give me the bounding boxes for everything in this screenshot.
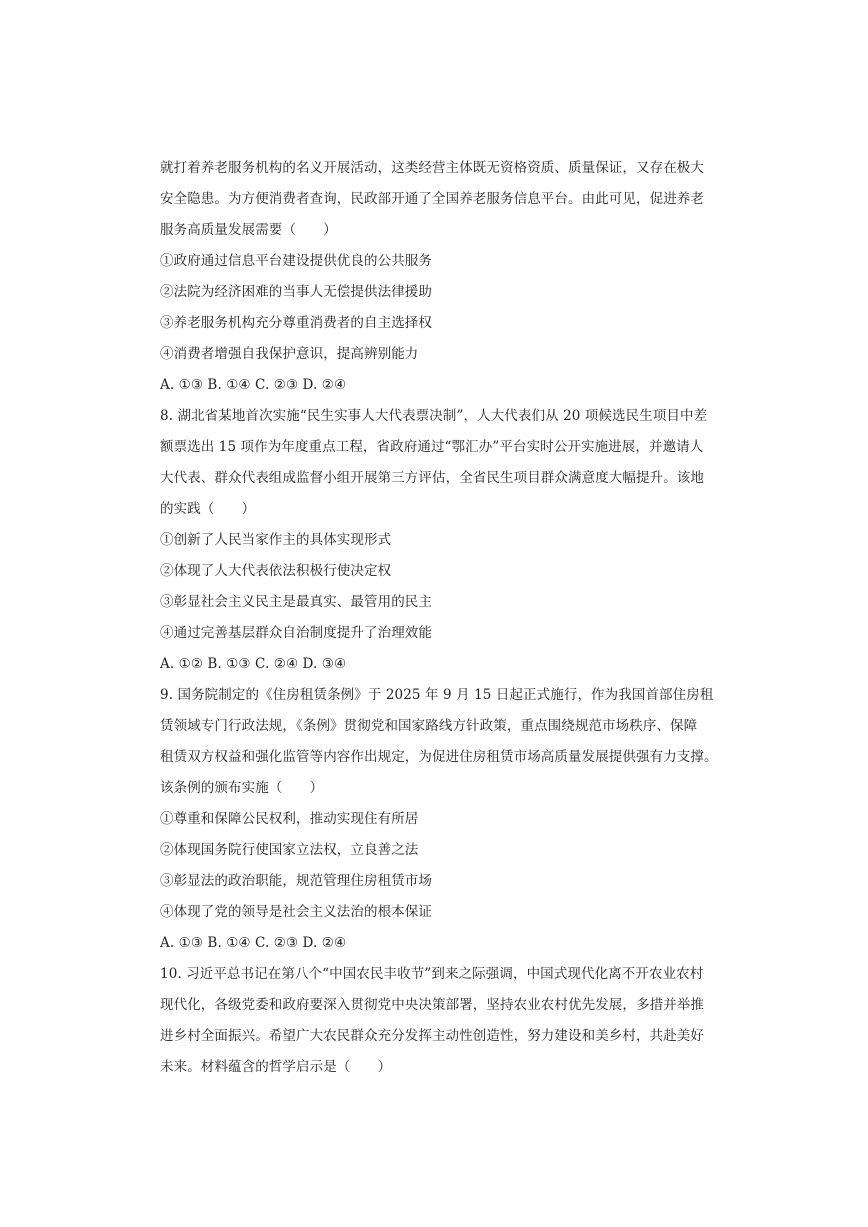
q7-stem-line: 服务高质量发展需要（ ） xyxy=(160,222,337,238)
q7-option-2: ②法院为经济困难的当事人无偿提供法律援助 xyxy=(160,284,432,300)
q8-stem-line: 的实践（ ） xyxy=(160,501,256,517)
q9-stem-line: 9. 国务院制定的《住房租赁条例》于 2025 年 9 月 15 日起正式施行，作为我国首部住房租 xyxy=(160,687,714,703)
question-10 xyxy=(160,959,720,1083)
q10-stem-line: 进乡村全面振兴。希望广大农民群众充分发挥主动性创造性，努力建设和美乡村，共赴美好 xyxy=(160,1028,704,1044)
q8-stem-line: 额票选出 15 项作为年度重点工程，省政府通过“鄂汇办”平台实时公开实施进展，并邀请人 xyxy=(160,439,704,455)
q9-stem-line: 租赁双方权益和强化监管等内容作出规定，为促进住房租赁市场高质量发展提供强有力支撑。 xyxy=(160,749,718,765)
question-9 xyxy=(160,680,720,959)
q9-stem-line: 赁领域专门行政法规，《条例》贯彻党和国家路线方针政策，重点围绕规范市场秩序、保障 xyxy=(160,718,698,734)
q8-option-1: ①创新了人民当家作主的具体实现形式 xyxy=(160,532,392,548)
q8-option-4: ④通过完善基层群众自治制度提升了治理效能 xyxy=(160,625,432,641)
q9-answer-choices: A. ①③ B. ①④ C. ②③ D. ②④ xyxy=(160,935,347,951)
q10-stem-line: 现代化，各级党委和政府要深入贯彻党中央决策部署，坚持农业农村优先发展，多措并举推 xyxy=(160,997,704,1013)
q10-stem-line: 10. 习近平总书记在第八个“中国农民丰收节”到来之际强调，中国式现代化离不开农业农村 xyxy=(160,966,704,982)
q10-stem-line: 未来。材料蕴含的哲学启示是（ ） xyxy=(160,1059,392,1075)
q9-stem-line: 该条例的颁布实施（ ） xyxy=(160,780,324,796)
q8-option-2: ②体现了人大代表依法积极行使决定权 xyxy=(160,563,392,579)
q7-option-3: ③养老服务机构充分尊重消费者的自主选择权 xyxy=(160,315,432,331)
q8-stem-line: 大代表、群众代表组成监督小组开展第三方评估，全省民生项目群众满意度大幅提升。该地 xyxy=(160,470,704,486)
q9-option-4: ④体现了党的领导是社会主义法治的根本保证 xyxy=(160,904,432,920)
q7-stem-line: 就打着养老服务机构的名义开展活动，这类经营主体既无资格资质、质量保证，又存在极大 xyxy=(160,160,704,176)
q8-answer-choices: A. ①② B. ①③ C. ②④ D. ③④ xyxy=(160,656,347,672)
q7-answer-choices: A. ①③ B. ①④ C. ②③ D. ②④ xyxy=(160,377,347,393)
question-8 xyxy=(160,401,720,680)
q9-option-3: ③彰显法的政治职能，规范管理住房租赁市场 xyxy=(160,873,432,889)
q9-option-1: ①尊重和保障公民权利，推动实现住有所居 xyxy=(160,811,419,827)
page-content xyxy=(160,153,720,1083)
q7-stem-line: 安全隐患。为方便消费者查询，民政部开通了全国养老服务信息平台。由此可见，促进养老 xyxy=(160,191,704,207)
q8-option-3: ③彰显社会主义民主是最真实、最管用的民主 xyxy=(160,594,432,610)
q8-stem-line: 8. 湖北省某地首次实施“民生实事人大代表票决制”，人大代表们从 20 项候选民生项目中差 xyxy=(160,408,708,424)
question-7 xyxy=(160,153,720,401)
q7-option-4: ④消费者增强自我保护意识，提高辨别能力 xyxy=(160,346,419,362)
q7-option-1: ①政府通过信息平台建设提供优良的公共服务 xyxy=(160,253,432,269)
q9-option-2: ②体现国务院行使国家立法权，立良善之法 xyxy=(160,842,419,858)
